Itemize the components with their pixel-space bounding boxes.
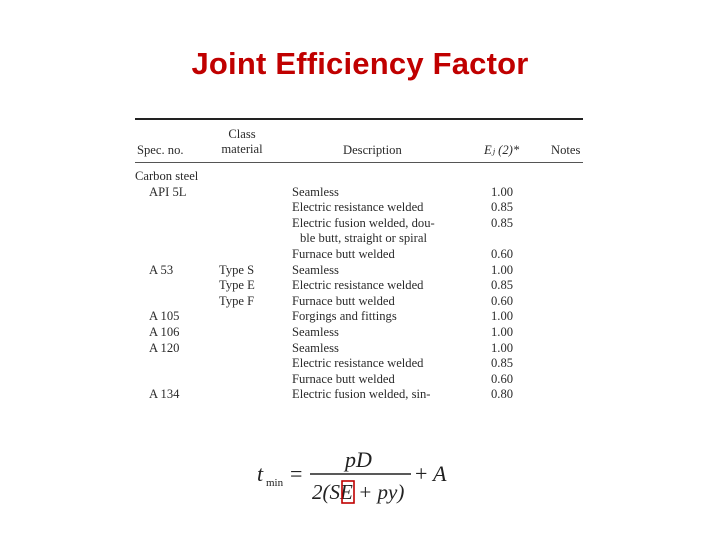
cell-ej: 0.60	[491, 371, 514, 386]
slide-title: Joint Efficiency Factor	[191, 46, 529, 81]
cell-description: Electric fusion welded, sin-	[292, 387, 431, 402]
cell-ej: 1.00	[491, 325, 514, 339]
cell-spec-no: A 134	[149, 387, 180, 402]
cell-spec-no: API 5L	[149, 184, 187, 199]
cell-class-material: Type F	[219, 293, 255, 308]
cell-spec-no: A 106	[149, 325, 180, 339]
formula-equals: =	[290, 461, 303, 486]
cell-ej: 0.85	[491, 278, 514, 293]
cell-ej: 1.00	[491, 262, 514, 277]
formula-numerator: pD	[345, 448, 372, 472]
table-header-rule	[135, 162, 583, 163]
header-notes: Notes	[551, 143, 581, 157]
cell-description: Seamless	[292, 340, 339, 355]
cell-spec-no: A 105	[149, 309, 180, 324]
cell-spec-no: A 53	[149, 262, 174, 277]
cell-spec-no: A 120	[149, 340, 180, 355]
cell-ej: 0.85	[491, 200, 514, 215]
table-top-rule	[135, 118, 583, 120]
cell-description: Furnace butt welded	[292, 371, 395, 386]
formula-lhs-subscript: min	[266, 477, 284, 489]
cell-description: Electric resistance welded	[292, 356, 424, 371]
header-class-line2: material	[221, 142, 263, 156]
formula-denominator: 2(SE + py)	[312, 480, 405, 504]
header-spec-no: Spec. no.	[137, 143, 184, 157]
cell-ej: 1.00	[491, 309, 514, 324]
cell-ej: 0.60	[491, 293, 514, 308]
cell-description: Seamless	[292, 325, 339, 339]
cell-description: Seamless	[292, 262, 339, 277]
header-class-material	[217, 127, 267, 157]
cell-ej: 0.85	[491, 356, 514, 371]
cell-description: ble butt, straight or spiral	[300, 231, 427, 246]
cell-class-material: Type S	[219, 262, 255, 277]
formula-rhs: A	[433, 461, 447, 486]
cell-ej: 0.60	[491, 247, 514, 261]
cell-description: Furnace butt welded	[292, 293, 395, 308]
joint-efficiency-table	[135, 118, 583, 406]
header-class-line1: Class	[228, 127, 256, 141]
cell-description: Electric fusion welded, dou-	[292, 215, 435, 230]
formula-plus: +	[415, 461, 428, 486]
wall-thickness-formula	[255, 448, 455, 508]
cell-description: Electric resistance welded	[292, 278, 424, 293]
cell-ej: 1.00	[491, 340, 514, 355]
cell-ej: 0.85	[491, 215, 514, 230]
header-ej: Eⱼ (2)*	[484, 143, 520, 157]
cell-spec-no: Carbon steel	[135, 169, 199, 183]
cell-ej: 1.00	[491, 184, 514, 199]
cell-description: Electric resistance welded	[292, 200, 424, 215]
cell-class-material: Type E	[219, 278, 255, 293]
cell-description: Forgings and fittings	[292, 309, 397, 324]
cell-description: Furnace butt welded	[292, 247, 395, 261]
formula-lhs: t	[257, 461, 264, 486]
formula-svg	[255, 448, 455, 508]
cell-description: Seamless	[292, 184, 339, 199]
header-description: Description	[343, 143, 402, 157]
cell-ej: 0.80	[491, 387, 514, 402]
